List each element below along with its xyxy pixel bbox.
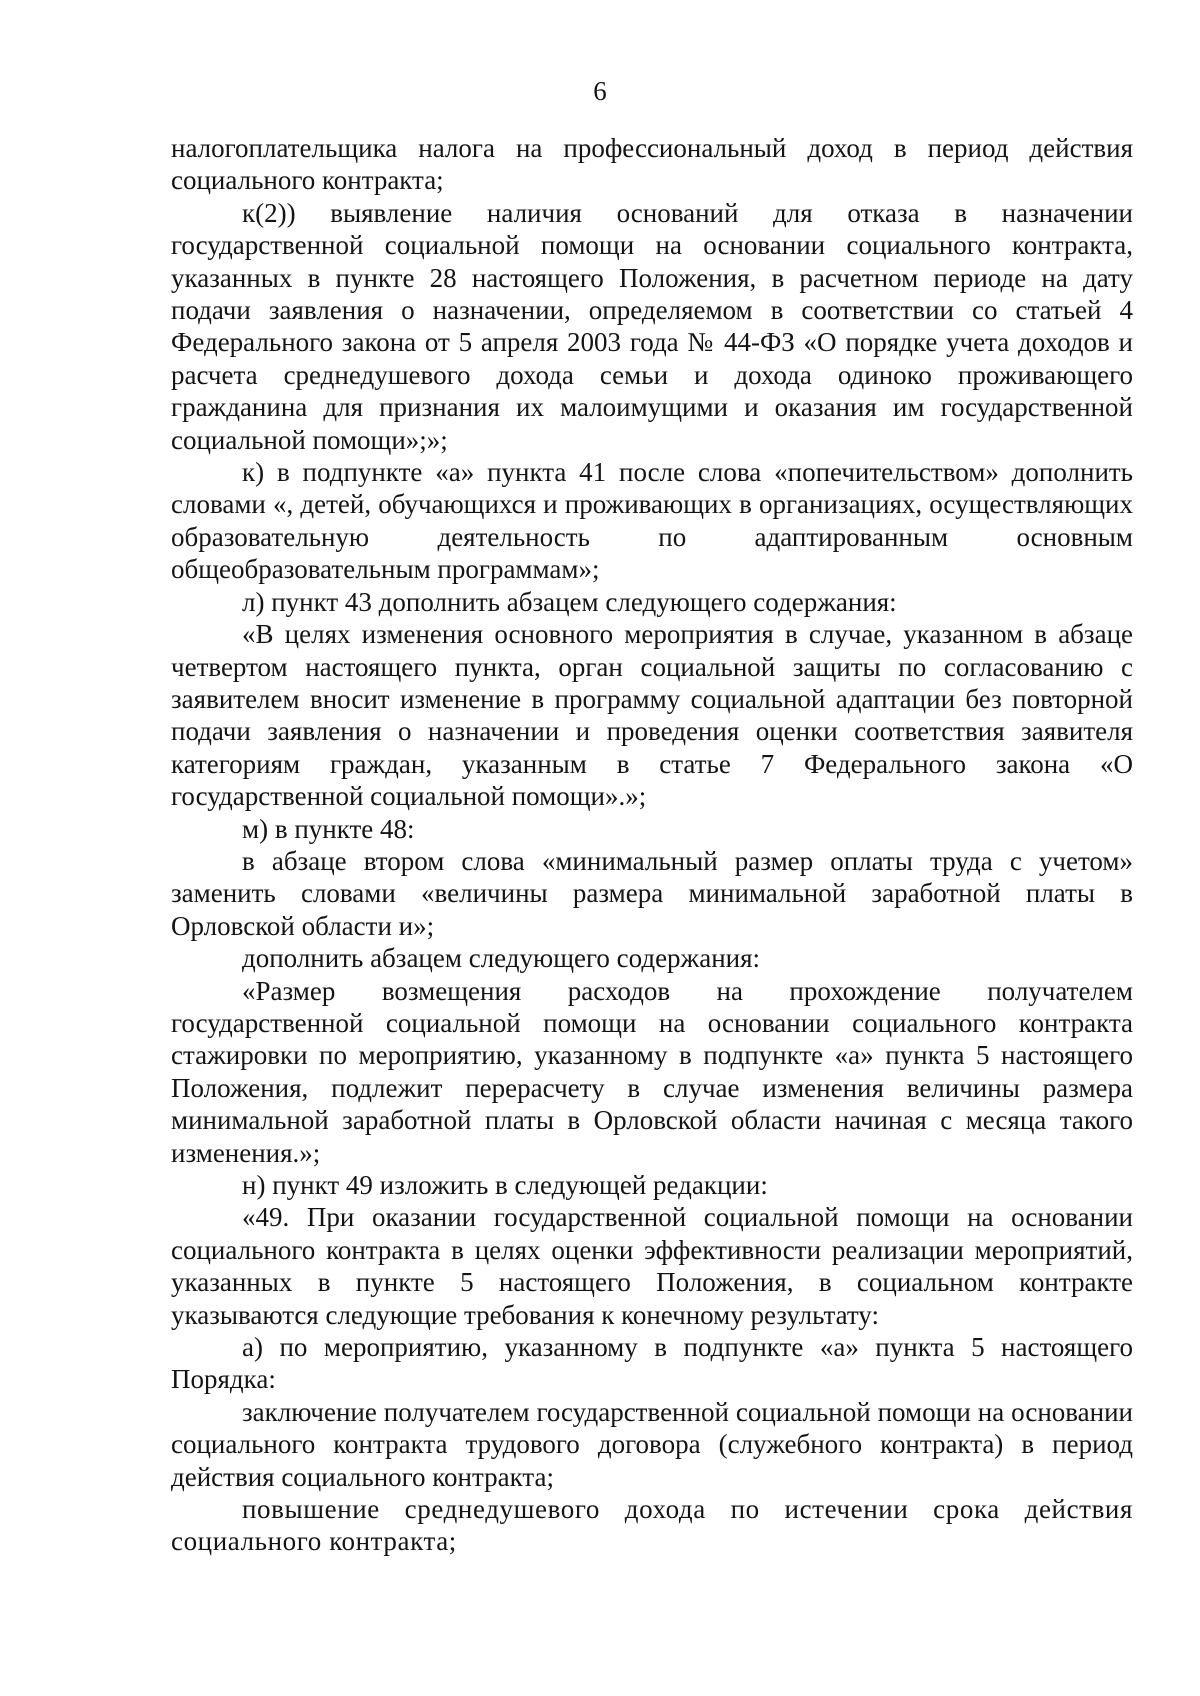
page-number: 6 <box>593 76 607 106</box>
paragraph: «В целях изменения основного мероприятия в случае, указанном в абзаце четвертом настоящего пункта, орган социальной защиты по согласованию с заявителем вносит изменение в программу социальной адаптации без повторной подачи заявления о назначении и проведения оценки соответствия заявителя категориям граждан, указанным в статье 7 Федерального закона «О государственной социальной помощи».»; <box>171 619 1133 812</box>
paragraph: м) в пункте 48: <box>242 813 415 844</box>
paragraph: «Размер возмещения расходов на прохождение получателем государственной социальной помощи на основании социального контракта стажировки по мероприятию, указанному в подпункте «а» пункта 5 настоящего Положения, подлежит перерасчету в случае изменения величины размера минимальной заработной платы в Орловской области начиная с месяца такого изменения.»; <box>171 975 1133 1168</box>
paragraph: н) пункт 49 изложить в следующей редакции: <box>242 1170 768 1200</box>
document-body <box>171 132 1133 1558</box>
paragraph: л) пункт 43 дополнить абзацем следующего содержания: <box>242 586 897 617</box>
paragraph: к) в подпункте «а» пункта 41 после слова «попечительством» дополнить словами «, детей, обучающихся и проживающих в организациях, осуществляющих образовательную деятельность по адаптированным основным общеобразовательным программам»; <box>171 457 1133 585</box>
paragraph: «49. При оказании государственной социальной помощи на основании социального контракта в целях оценки эффективности реализации мероприятий, указанных в пункте 5 настоящего Положения, в социальном контракте указываются следующие требования к конечному результату: <box>171 1202 1133 1330</box>
paragraph: к(2)) выявление наличия оснований для отказа в назначении государственной социальной помощи на основании социального контракта, указанных в пункте 28 настоящего Положения, в расчетном периоде на дату подачи заявления о назначении, определяемом в соответствии со статьей 4 Федерального закона от 5 апреля 2003 года № 44-ФЗ «О порядке учета доходов и расчета среднедушевого дохода семьи и дохода одиноко проживающего гражданина для признания их малоимущими и оказания им государственной социальной помощи»;»; <box>171 197 1133 455</box>
paragraph: повышение среднедушевого дохода по истечении срока действия социального контракта; <box>171 1494 1133 1557</box>
paragraph: заключение получателем государственной социальной помощи на основании социального контракта трудового договора (служебного контракта) в период действия социального контракта; <box>171 1396 1133 1492</box>
paragraph: дополнить абзацем следующего содержания: <box>242 943 761 974</box>
paragraph: налогоплательщика налога на профессиональный доход в период действия социального контракта; <box>171 133 1133 196</box>
paragraph: в абзаце втором слова «минимальный размер оплаты труда с учетом» заменить словами «величины размера минимальной заработной платы в Орловской области и»; <box>171 845 1133 941</box>
paragraph: а) по мероприятию, указанному в подпункте «а» пункта 5 настоящего Порядка: <box>171 1332 1133 1395</box>
